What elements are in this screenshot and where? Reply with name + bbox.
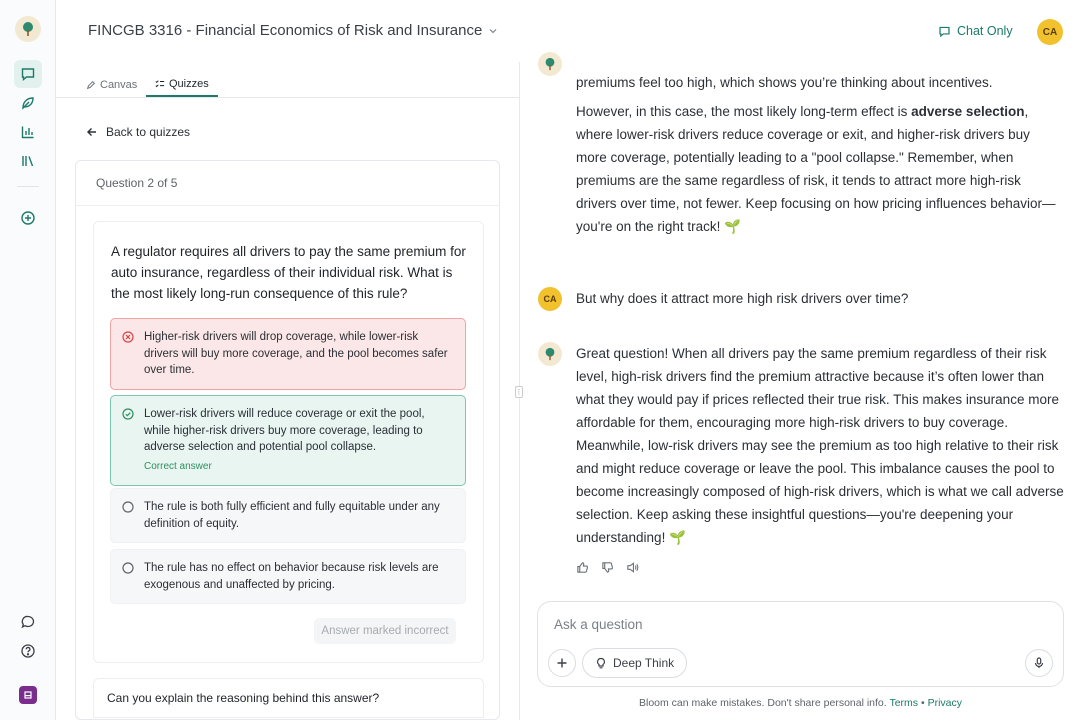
speaker-icon[interactable] [626, 561, 639, 574]
error-circle-icon [122, 331, 134, 343]
leaf-icon[interactable] [14, 89, 42, 117]
lightbulb-icon [595, 657, 607, 669]
panel-tabs [56, 66, 520, 98]
bloom-logo-icon[interactable] [15, 16, 41, 42]
tab-quizzes[interactable] [146, 72, 218, 97]
comment-icon[interactable] [14, 608, 42, 636]
msg-text-after: , where lower-risk drivers reduce coverage or exit, and higher-risk drivers buy more coverage, potentially leading to a "pool collapse." Remember, when premiums are the same regardless of risk, it tends to attract more high-risk drivers over time, not fewer. Keep focusing on how pricing influences behavior—you're on the right track! 🌱 [576, 104, 1056, 234]
bot-message-partial: premiums feel too high, which shows you’re thinking about incentives. [576, 75, 993, 90]
user-message: But why does it attract more high risk drivers over time? [576, 291, 909, 306]
followup-prompt[interactable]: Can you explain the reasoning behind this answer? [93, 678, 484, 718]
option-neutral[interactable] [110, 488, 466, 543]
chevron-down-icon [488, 26, 498, 36]
attach-button[interactable] [548, 649, 576, 677]
bot-message-2: Great question! When all drivers pay the same premium regardless of their risk level, high-risk drivers find the premium attractive because it’s often lower than what they would pay if prices reflected their true risk. This makes insurance more affordable for them, encouraging more high-risk drivers to buy coverage. Meanwhile, low-risk drivers may see the premium as too high relative to their risk and might reduce coverage or leave the pool. This imbalance causes the pool to become increasingly composed of high-risk drivers, which is what we call adverse selection. Keep asking these insightful questions—you're deepening your understanding! 🌱 [576, 346, 1064, 545]
back-label: Back to quizzes [106, 125, 191, 139]
chat-composer [537, 601, 1064, 687]
question-counter: Question 2 of 5 [96, 176, 178, 190]
quiz-card [75, 160, 500, 720]
option-neutral[interactable] [110, 549, 466, 604]
terms-link[interactable]: Terms [889, 697, 919, 709]
message-reactions [576, 561, 639, 574]
question-text: A regulator requires all drivers to pay the same premium for auto insurance, regardless of their individual risk. What is the most likely long-run consequence of this rule? [111, 244, 466, 301]
pencil-icon [86, 80, 96, 90]
library-icon[interactable] [14, 147, 42, 175]
option-text: The rule has no effect on behavior because risk levels are exogenous and unaffected by pricing. [144, 562, 439, 591]
chat-only-button[interactable] [938, 24, 1013, 38]
footer-bullet: • [920, 697, 925, 709]
arrow-left-icon [86, 126, 98, 138]
option-incorrect[interactable] [110, 318, 466, 390]
resize-handle[interactable]: ⋮ [515, 386, 523, 398]
option-text: The rule is both fully efficient and fully equitable under any definition of equity. [144, 501, 440, 530]
user-avatar-chat: CA [538, 287, 562, 311]
left-rail [0, 0, 56, 720]
back-to-quizzes-link[interactable] [86, 125, 190, 139]
microphone-icon [1033, 657, 1045, 669]
bot-avatar [538, 342, 562, 366]
ask-question-input[interactable]: Ask a question [554, 617, 643, 632]
user-avatar[interactable]: CA [1037, 19, 1063, 45]
tab-quizzes-label: Quizzes [169, 77, 209, 90]
answer-status-button: Answer marked incorrect [314, 618, 456, 644]
question-block [93, 221, 484, 663]
microphone-button[interactable] [1025, 649, 1053, 677]
bot-avatar [538, 52, 562, 76]
thumbs-down-icon[interactable] [601, 561, 614, 574]
rail-divider [17, 186, 39, 187]
course-title[interactable] [88, 22, 498, 39]
correct-answer-label: Correct answer [144, 460, 212, 472]
check-circle-icon [122, 408, 134, 420]
card-divider [76, 205, 500, 206]
radio-icon [122, 501, 134, 513]
option-text: Lower-risk drivers will reduce coverage or exit the pool, while higher-risk drivers buy more coverage, leading to adverse selection and potential pool collapse. [144, 408, 425, 453]
tab-canvas-label: Canvas [100, 78, 138, 91]
msg-text-before: However, in this case, the most likely long-term effect is [576, 104, 912, 119]
thumbs-up-icon[interactable] [576, 561, 589, 574]
disclaimer-text: Bloom can make mistakes. Don't share personal info. [638, 697, 887, 709]
deep-think-button[interactable] [582, 648, 687, 678]
disclaimer-footer [537, 697, 1064, 709]
list-check-icon [155, 79, 165, 89]
bar-chart-icon[interactable] [14, 118, 42, 146]
bot-message-1 [576, 100, 1064, 238]
option-text: Higher-risk drivers will drop coverage, while lower-risk drivers will buy more coverage, and the pool becomes safer over time. [144, 331, 448, 376]
chat-only-label: Chat Only [957, 24, 1013, 38]
msg-bold-term: adverse selection [911, 104, 1025, 119]
app-icon[interactable] [19, 686, 37, 704]
deep-think-label: Deep Think [613, 656, 675, 670]
chat-bubble-icon [938, 25, 951, 38]
chat-icon[interactable] [14, 60, 42, 88]
tab-canvas[interactable] [86, 72, 137, 97]
radio-icon [122, 562, 134, 574]
plus-icon [556, 657, 568, 669]
course-title-text: FINCGB 3316 - Financial Economics of Risk and Insurance [88, 22, 483, 39]
help-icon[interactable] [14, 637, 42, 665]
privacy-link[interactable]: Privacy [927, 697, 962, 709]
add-circle-icon[interactable] [14, 204, 42, 232]
option-correct[interactable] [110, 395, 466, 486]
